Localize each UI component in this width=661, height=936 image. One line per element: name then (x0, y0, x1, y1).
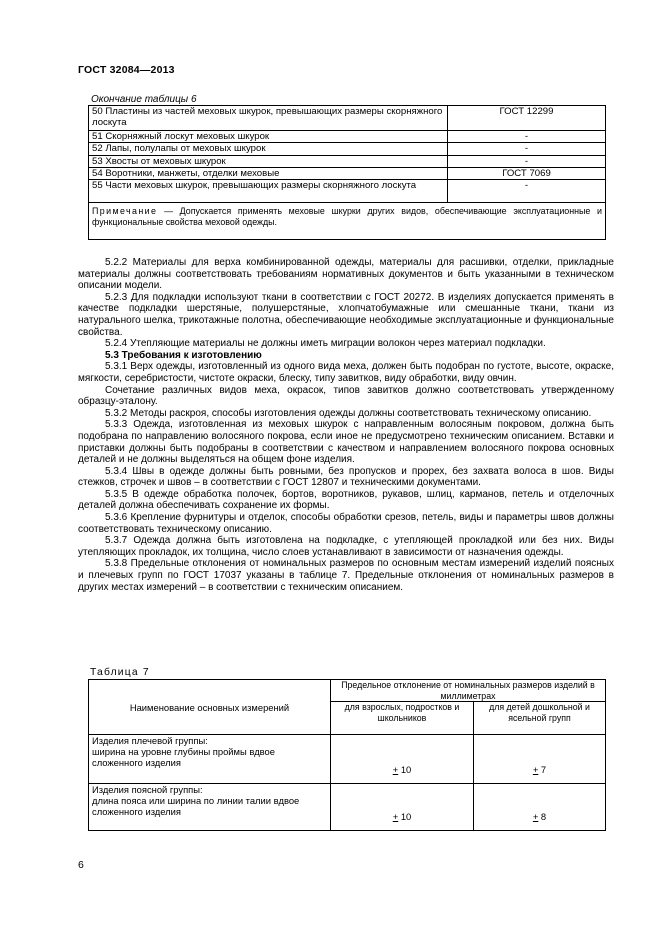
table6-cell-name: 51 Скорняжный лоскут меховых шкурок (89, 131, 448, 143)
note-text: — Допускается применять меховые шкурки других видов, обеспечивающие эксплуатационные и функциональные свойства меховой одежды. (92, 206, 602, 228)
plus-minus-sign: + (532, 811, 539, 822)
paragraph-5-3-5: 5.3.5 В одежде обработка полочек, бортов, воротников, рукавов, шлиц, карманов, петель и отделочных деталей должна обеспечивать сохранение их формы. (78, 488, 614, 512)
table7-sub2-header: для детей дошкольной и ясельной групп (474, 702, 606, 735)
table-row (89, 131, 606, 143)
plus-minus-sign: + (392, 764, 399, 775)
table7-col2-header: Предельное отклонение от номинальных размеров изделий в миллиметрах (331, 680, 606, 702)
plus-minus-sign: + (532, 764, 539, 775)
paragraph-5-2-2: 5.2.2 Материалы для верха комбинированной одежды, материалы для расшивки, отделки, прикладные материалы должны соответствовать требованиям нормативных документов и быть указанными в техническом описании модели. (78, 257, 614, 292)
table6-cell-value: - (448, 143, 606, 155)
document-header: ГОСТ 32084—2013 (78, 64, 175, 76)
table6-cell-value: ГОСТ 7069 (448, 167, 606, 179)
table-row (89, 180, 606, 203)
paragraph-5-3-3: 5.3.3 Одежда, изготовленная из меховых шкурок с направленным волосяным покровом, должна быть подобрана по направлению волосяного покрова, если иное не предусмотрено техническим описанием. Вставки и приставки должны быть подобраны в соответствии с качеством и направлением волосяного покрова основных деталей и не должны выделяться на общем фоне изделия. (78, 419, 614, 466)
table6-cell-value: ГОСТ 12299 (448, 106, 606, 131)
table7-sub1-header: для взрослых, подростков и школьников (331, 702, 474, 735)
table6-cell-name: 54 Воротники, манжеты, отделки меховые (89, 167, 448, 179)
deviation-value: 10 (398, 764, 412, 775)
table6-cell-name: 50 Пластины из частей меховых шкурок, превышающих размеры скорняжного лоскута (89, 106, 448, 131)
table6-cell-name: 55 Части меховых шкурок, превышающих размеры скорняжного лоскута (89, 180, 448, 203)
deviation-value: 7 (538, 764, 547, 775)
table6-cell-value: - (448, 180, 606, 203)
deviation-value: 10 (398, 811, 412, 822)
table-row (89, 167, 606, 179)
table-7 (88, 679, 606, 831)
table-6 (88, 105, 606, 240)
table7-header-row (89, 680, 606, 702)
table7-cell-name: Изделия плечевой группы: ширина на уровне глубины проймы вдвое сложенного изделия (89, 735, 331, 784)
table-row (89, 155, 606, 167)
table7-caption: Таблица 7 (90, 667, 150, 678)
table6-cell-value: - (448, 131, 606, 143)
paragraph-5-3-4: 5.3.4 Швы в одежде должны быть ровными, без пропусков и прорех, без захвата волоса в шов. Виды стежков, строчек и швов – в соответствии с ГОСТ 12807 и техническими документами. (78, 465, 614, 489)
paragraph-5-3-6: 5.3.6 Крепление фурнитуры и отделок, способы обработки срезов, петель, виды и параметры швов должны соответствовать техническому описанию. (78, 512, 614, 535)
table7-cell-value-adult (331, 735, 474, 784)
table6-cell-value: - (448, 155, 606, 167)
table-row (89, 784, 606, 831)
table7-cell-value-child (474, 784, 606, 831)
section-heading-5-3: 5.3 Требования к изготовлению (105, 349, 262, 361)
table6-note (89, 203, 606, 240)
paragraph-5-3-2: 5.3.2 Методы раскроя, способы изготовления одежды должны соответствовать техническому описанию. (105, 407, 592, 419)
table7-cell-value-child (474, 735, 606, 784)
table6-note-row (89, 203, 606, 240)
table7-col1-header: Наименование основных измерений (89, 680, 331, 735)
paragraph-5-2-3: 5.2.3 Для подкладки используют ткани в соответствии с ГОСТ 20272. В изделиях допускается применять в качестве подкладки шерстяные, полушерстяные, хлопчатобумажные или смешанные ткани, ткани из натурального шелка, трикотажные полотна, обеспечивающие необходимые эксплуатационные и функциональные свойства. (78, 291, 614, 338)
paragraph-5-3-1: 5.3.1 Верх одежды, изготовленный из одного вида меха, должен быть подобран по густоте, высоте, окраске, мягкости, серебристости, чистоте окраски, блеску, типу завитков, виду обработки, виду овчин. (78, 361, 614, 384)
table-row (89, 106, 606, 131)
body-text (78, 257, 614, 593)
table7-cell-name: Изделия поясной группы: длина пояса или ширина по линии талии вдвое сложенного изделия (89, 784, 331, 831)
plus-minus-sign: + (392, 811, 399, 822)
note-label: Примечание (92, 206, 158, 217)
table6-caption: Окончание таблицы 6 (91, 94, 197, 105)
table-row (89, 735, 606, 784)
table-row (89, 143, 606, 155)
paragraph-5-2-4: 5.2.4 Утепляющие материалы не должны иметь миграции волокон через материал подкладки. (105, 338, 546, 350)
table6-cell-name: 52 Лапы, полулапы от меховых шкурок (89, 143, 448, 155)
table6-cell-name: 53 Хвосты от меховых шкурок (89, 155, 448, 167)
paragraph-combination: Сочетание различных видов меха, окрасок, типов завитков должно соответствовать утвержденному образцу-эталону. (78, 384, 614, 408)
table7-cell-value-adult (331, 784, 474, 831)
paragraph-5-3-8: 5.3.8 Предельные отклонения от номинальных размеров по основным местам измерений изделий поясных и плечевых групп по ГОСТ 17037 указаны в таблице 7. Предельные отклонения от номинальных размеров в других местах измерений – в соответствии с техническим описанием. (78, 558, 614, 593)
deviation-value: 8 (538, 811, 547, 822)
page-number: 6 (78, 859, 84, 871)
paragraph-5-3-7: 5.3.7 Одежда должна быть изготовлена на подкладке, с утепляющей прокладкой или без них. Виды утепляющих прокладок, их толщина, число слоев устанавливают в зависимости от назначения одежды. (78, 535, 614, 558)
